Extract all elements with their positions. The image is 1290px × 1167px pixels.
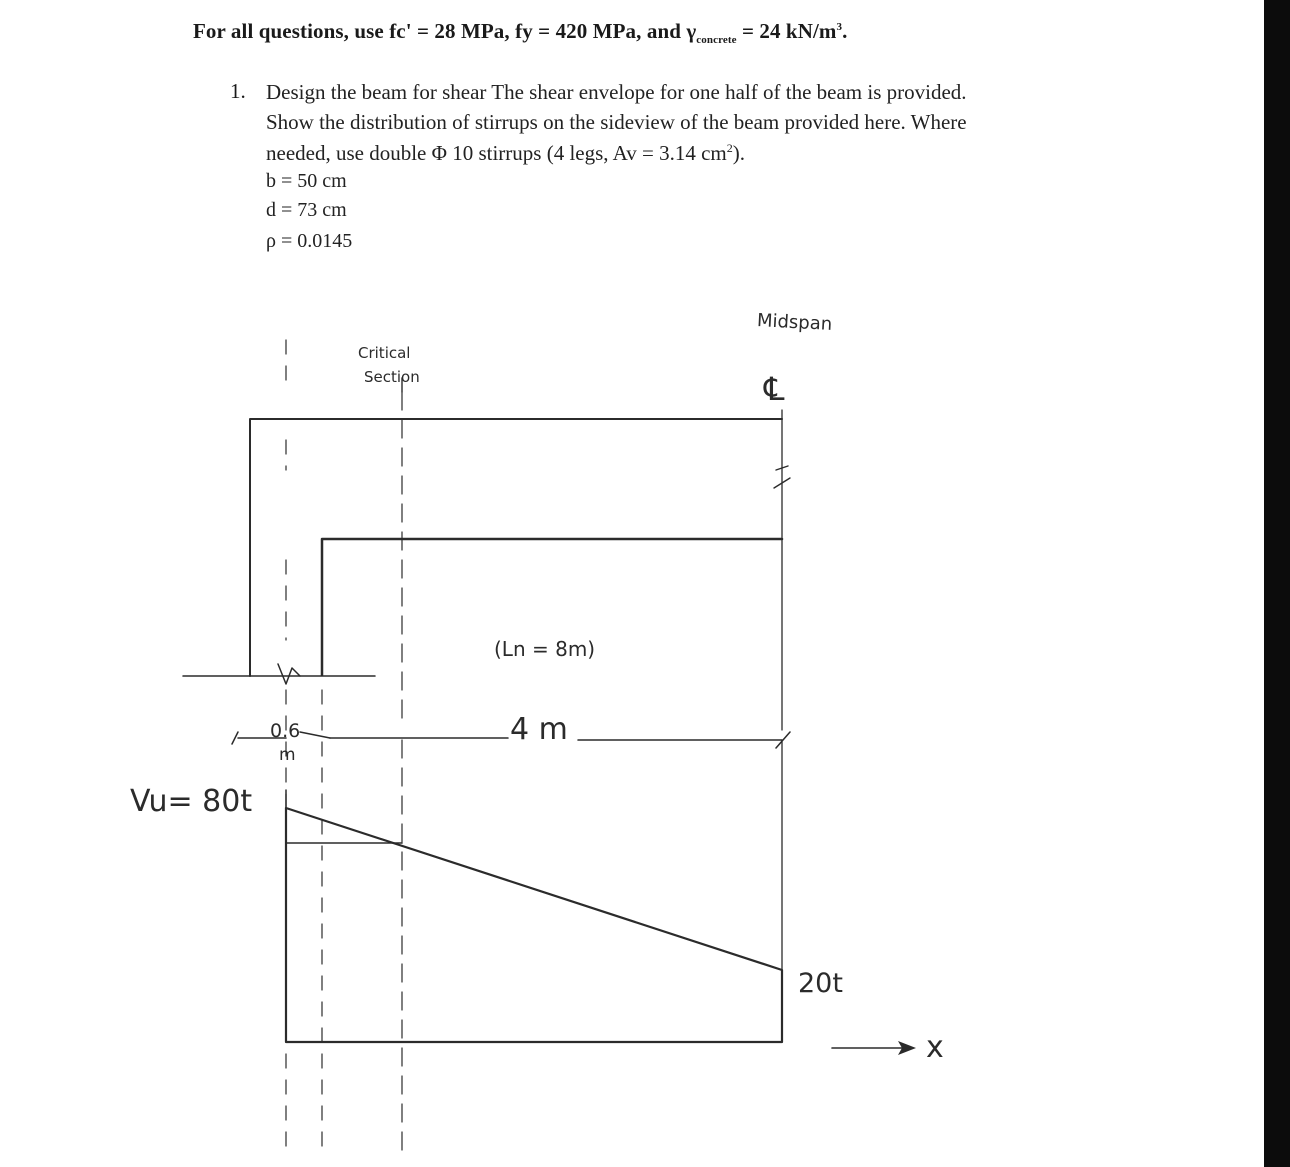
heading-suffix: = 24 kN/m: [736, 19, 837, 43]
span-length-note: (Ln = 8m): [494, 637, 596, 661]
critical-label-line-1: Critical: [358, 344, 411, 362]
support-dimension-unit: m: [279, 745, 296, 765]
question-text-line-1: Design the beam for shear The shear envelope for one half of the beam is provided.: [266, 80, 967, 104]
heading-prefix: For all questions, use fc' = 28 MPa, fy = 420 MPa, and γ: [193, 19, 697, 43]
given-b: b = 50 cm: [266, 170, 347, 192]
support-dimension-value: 0.6: [270, 720, 301, 742]
question-text-line-2: Show the distribution of stirrups on the sideview of the beam provided here. Where: [266, 110, 967, 134]
half-span-dimension-label: 4 m: [510, 712, 568, 747]
given-rho: ρ = 0.0145: [266, 230, 353, 252]
x-axis-label: x: [926, 1030, 944, 1065]
midspan-shear-label: 20t: [798, 968, 843, 999]
support-break-mark: [278, 664, 300, 684]
question-line-3-prefix: needed, use double Φ 10 stirrups (4 legs, Av = 3.14 cm: [266, 141, 727, 165]
question-line-3-power: 2: [726, 141, 733, 155]
heading-gamma-subscript: concrete: [696, 34, 737, 47]
question-line-3-end: ).: [732, 141, 745, 165]
midspan-label: Midspan: [756, 310, 833, 335]
question-number: 1.: [230, 79, 246, 103]
critical-label-line-2: Section: [364, 368, 420, 386]
heading-end: .: [842, 19, 848, 43]
given-d: d = 73 cm: [266, 199, 347, 221]
centerline-icon: ℄: [764, 370, 785, 408]
vu-support-label: Vu= 80t: [130, 784, 253, 819]
heading-unit-power: 3: [836, 21, 843, 33]
